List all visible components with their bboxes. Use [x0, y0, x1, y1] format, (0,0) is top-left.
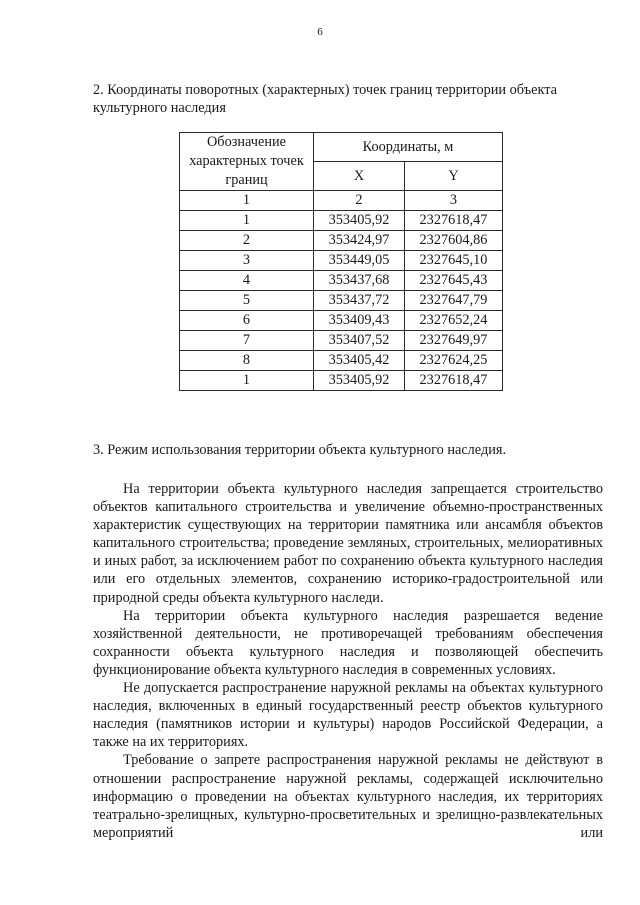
table-row: [180, 331, 503, 351]
table-row: [180, 311, 503, 331]
section-3-heading: 3. Режим использования территории объекта культурного наследия.: [93, 442, 507, 458]
table-index-row: [180, 191, 503, 211]
y-cell: 2327618,47: [405, 211, 503, 231]
table-row: [180, 271, 503, 291]
table-header-row: [180, 133, 503, 162]
point-cell: 4: [180, 271, 314, 291]
point-cell: 3: [180, 251, 314, 271]
y-cell: 2327645,43: [405, 271, 503, 291]
point-cell: 5: [180, 291, 314, 311]
x-cell: 353437,72: [314, 291, 405, 311]
paragraph: Не допускается распространение наружной рекламы на объектах культурного наследия, включенных в единый государственный реестр объектов культурного наследия (памятников истории и культуры) народов Российской Федерации, а также на их территориях.: [93, 680, 603, 751]
x-cell: 353437,68: [314, 271, 405, 291]
table-row: [180, 251, 503, 271]
coordinates-table: [179, 132, 503, 391]
y-cell: 2327604,86: [405, 231, 503, 251]
paragraph: Требование о запрете распространения наружной рекламы не действуют в отношении распространение наружной рекламы, содержащей исключительно информацию о проведении на объектах культурного наследия, их территориях театрально-зрелищных, культурно-просветительных и зрелищно-развлекательных мероприятий или: [93, 752, 603, 841]
table-row: [180, 371, 503, 391]
x-cell: 353405,92: [314, 371, 405, 391]
paragraph: На территории объекта культурного наследия разрешается ведение хозяйственной деятельности, не противоречащей требованиям обеспечения сохранности объекта культурного наследия и позволяющей обеспечить функционирование объекта культурного наследия в современных условиях.: [93, 607, 603, 678]
header-point-designation: Обозначение характерных точек границ: [180, 133, 314, 191]
x-cell: 353449,05: [314, 251, 405, 271]
point-cell: 8: [180, 351, 314, 371]
page-number: 6: [317, 26, 323, 38]
y-cell: 2327618,47: [405, 371, 503, 391]
table-row: [180, 231, 503, 251]
y-cell: 2327645,10: [405, 251, 503, 271]
header-y: Y: [405, 162, 503, 191]
header-coordinates: Координаты, м: [314, 133, 503, 162]
section-2-heading: 2. Координаты поворотных (характерных) точек границ территории объекта культурного наследия: [93, 82, 557, 116]
point-cell: 1: [180, 371, 314, 391]
y-cell: 2327624,25: [405, 351, 503, 371]
x-cell: 353424,97: [314, 231, 405, 251]
y-cell: 2327652,24: [405, 311, 503, 331]
x-cell: 353405,92: [314, 211, 405, 231]
y-cell: 2327647,79: [405, 291, 503, 311]
x-cell: 353407,52: [314, 331, 405, 351]
point-cell: 2: [180, 231, 314, 251]
section-3-body: [93, 480, 603, 842]
point-cell: 6: [180, 311, 314, 331]
table-row: [180, 291, 503, 311]
index-cell: 2: [314, 191, 405, 211]
header-x: X: [314, 162, 405, 191]
index-cell: 3: [405, 191, 503, 211]
index-cell: 1: [180, 191, 314, 211]
point-cell: 7: [180, 331, 314, 351]
x-cell: 353405,42: [314, 351, 405, 371]
table-row: [180, 211, 503, 231]
paragraph: На территории объекта культурного наследия запрещается строительство объектов капитального строительства и увеличение объемно-пространственных характеристик существующих на территории памятника или ансамбля объектов капитального строительства; проведение земляных, строительных, мелиоративных и иных работ, за исключением работ по сохранению объекта культурного наследия или его отдельных элементов, сохранению историко-градостроительной или природной среды объекта культурного наследи.: [93, 481, 603, 606]
table-row: [180, 351, 503, 371]
x-cell: 353409,43: [314, 311, 405, 331]
y-cell: 2327649,97: [405, 331, 503, 351]
point-cell: 1: [180, 211, 314, 231]
